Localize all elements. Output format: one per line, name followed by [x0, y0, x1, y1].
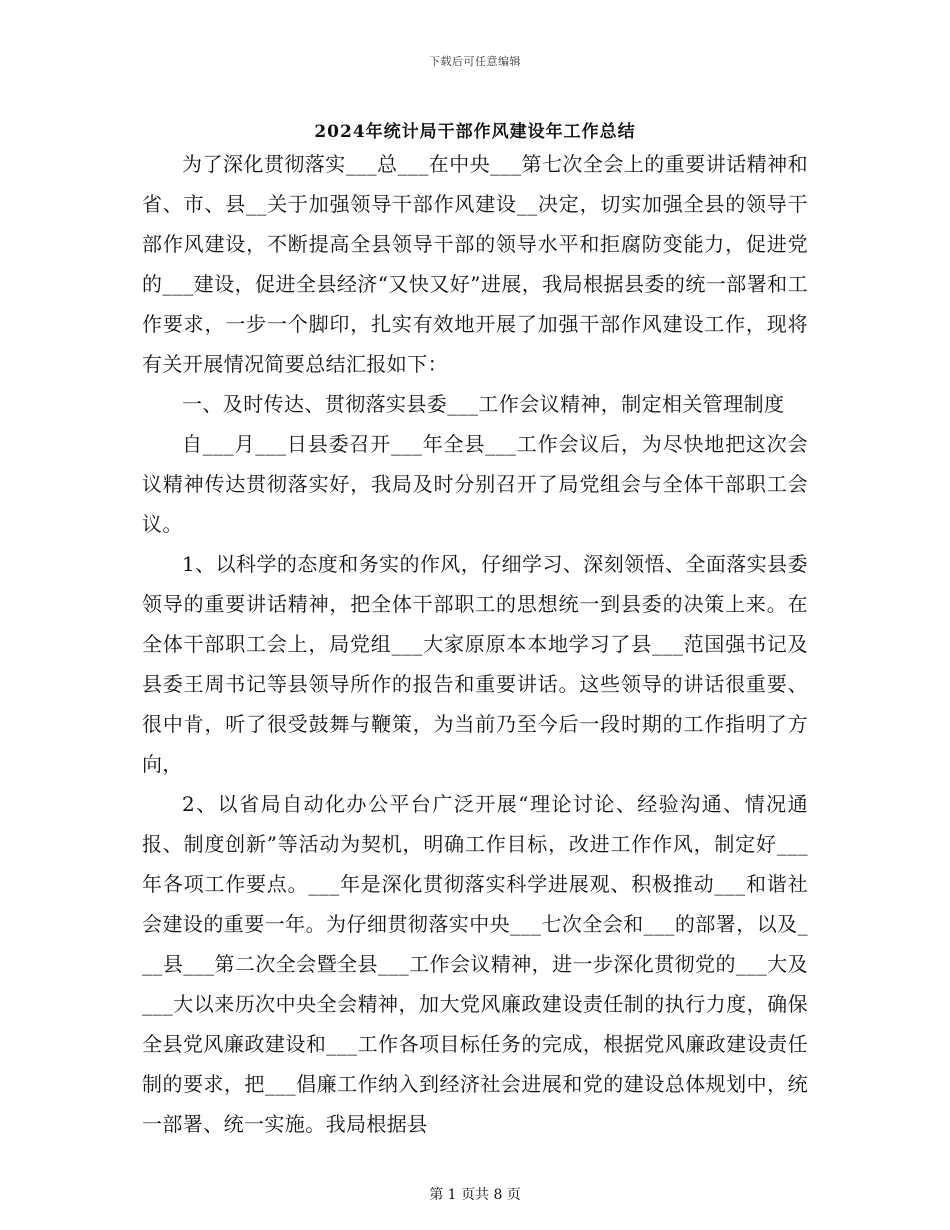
page-number: 第 1 页共 8 页 [429, 1187, 521, 1203]
list-item-2: 2、以省局自动化办公平台广泛开展“理论讨论、经验沟通、情况通报、制度创新”等活动为契机，明确工作目标，改进工作作风，制定好___年各项工作要点。___年是深化贯彻落实科学进展观、积极推动___和谐社会建设的重要一年。为仔细贯彻落实中央___七次全会和___的部署，以及___县___第二次全会暨全县___工作会议精神，进一步深化贯彻党的___大及___大以来历次中央全会精神，加大党风廉政建设责任制的执行力度，确保全县党风廉政建设和___工作各项目标任务的完成，根据党风廉政建设责任制的要求，把___倡廉工作纳入到经济社会进展和党的建设总体规划中，统一部署、统一实施。我局根据县 [142, 792, 808, 1136]
document-body [142, 144, 808, 1144]
body-paragraph: 自___月___日县委召开___年全县___工作会议后，为尽快地把这次会议精神传达贯彻落实好，我局及时分别召开了局党组会与全体干部职工会议。 [142, 432, 808, 536]
intro-paragraph: 为了深化贯彻落实___总___在中央___第七次全会上的重要讲话精神和省、市、县__关于加强领导干部作风建设__决定，切实加强全县的领导干部作风建设，不断提高全县领导干部的领导水平和拒腐防变能力，促进党的___建设，促进全县经济“又快又好”进展，我局根据县委的统一部署和工作要求，一步一个脚印，扎实有效地开展了加强干部作风建设工作，现将有关开展情况简要总结汇报如下： [142, 152, 808, 376]
list-item-1: 1、以科学的态度和务实的作风，仔细学习、深刻领悟、全面落实县委领导的重要讲话精神，把全体干部职工的思想统一到县委的决策上来。在全体干部职工会上，局党组___大家原原本本地学习了县___范国强书记及县委王周书记等县领导所作的报告和重要讲话。这些领导的讲话很重要、很中肯，听了很受鼓舞与鞭策，为当前乃至今后一段时期的工作指明了方向， [142, 552, 808, 776]
page-header-note: 下载后可任意编辑 [429, 55, 521, 68]
document-title: 2024年统计局干部作风建设年工作总结 [314, 122, 636, 142]
section-heading-1: 一、及时传达、贯彻落实县委___工作会议精神，制定相关管理制度 [182, 392, 785, 416]
